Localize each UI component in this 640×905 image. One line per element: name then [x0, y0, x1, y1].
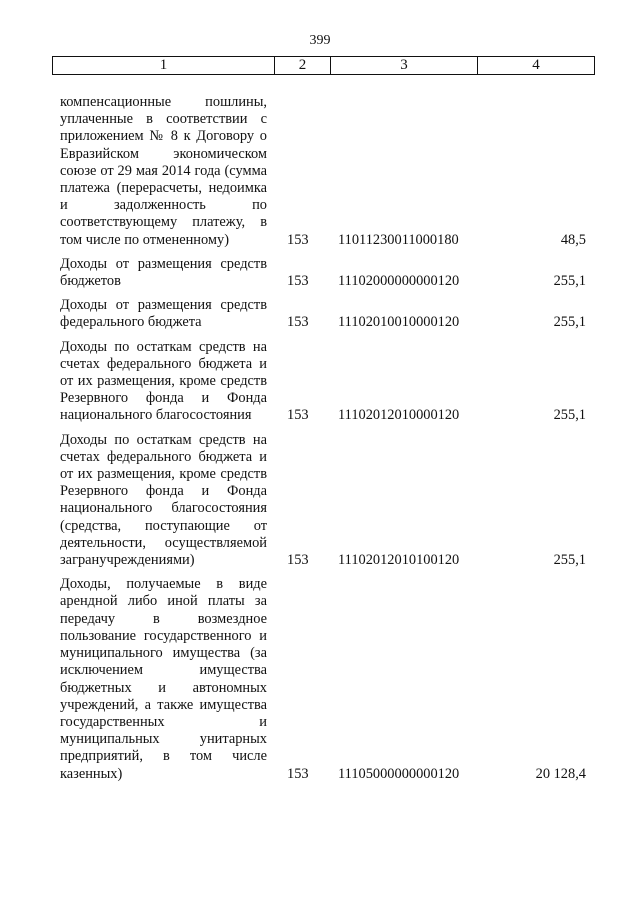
- column-header-3: 3: [331, 57, 478, 75]
- row-description: Доходы по остаткам средств на счетах федерального бюджета и от их размещения, кроме средств Резервного фонда и Фонда национального благосостояния (средства, поступающие от деятельности, осуществляемой загранучреждениями): [60, 431, 267, 569]
- row-amount: 48,5: [560, 231, 586, 248]
- row-admin-code: 153: [287, 552, 309, 569]
- revenue-table-body: [60, 94, 590, 783]
- row-classification-code: 11011230011000180: [338, 231, 459, 248]
- row-admin-code: 153: [287, 765, 309, 782]
- row-amount: 255,1: [553, 407, 586, 424]
- column-header-table: [52, 56, 595, 75]
- row-amount: 255,1: [553, 552, 586, 569]
- row-admin-code: 153: [287, 407, 309, 424]
- column-header-1: 1: [53, 57, 275, 75]
- column-header-row: [53, 57, 595, 75]
- row-description: компенсационные пошлины, уплаченные в соответствии с приложением № 8 к Договору о Евразийском экономическом союзе от 29 мая 2014 года (сумма платежа (перерасчеты, недоимка и задолженность по соответствующему платежу, в том числе по отмененному): [60, 94, 267, 248]
- row-amount: 20 128,4: [535, 765, 586, 782]
- row-description: Доходы по остаткам средств на счетах федерального бюджета и от их размещения, кроме средств Резервного фонда и Фонда национального благосостояния: [60, 338, 267, 424]
- row-admin-code: 153: [287, 231, 309, 248]
- row-classification-code: 11102012010000120: [338, 407, 460, 424]
- column-header-2: 2: [275, 57, 331, 75]
- table-row: [60, 339, 590, 425]
- table-row: [60, 432, 590, 570]
- row-amount: 255,1: [553, 273, 586, 290]
- row-amount: 255,1: [553, 314, 586, 331]
- row-classification-code: 11102012010100120: [338, 552, 460, 569]
- row-description: Доходы от размещения средств бюджетов: [60, 255, 267, 290]
- table-row: [60, 94, 590, 249]
- column-header-4: 4: [478, 57, 595, 75]
- table-row: [60, 576, 590, 782]
- row-admin-code: 153: [287, 273, 309, 290]
- row-classification-code: 11102000000000120: [338, 273, 460, 290]
- table-row: [60, 256, 590, 290]
- row-description: Доходы, получаемые в виде арендной либо иной платы за передачу в возмездное пользование государственного и муниципального имущества (за исключением имущества бюджетных и автономных учреждений, а также имущества государственных и муниципальных унитарных предприятий, в том числе казенных): [60, 576, 267, 782]
- page-number: 399: [309, 33, 331, 48]
- row-classification-code: 11105000000000120: [338, 765, 460, 782]
- table-row: [60, 297, 590, 331]
- row-admin-code: 153: [287, 314, 309, 331]
- row-classification-code: 11102010010000120: [338, 314, 460, 331]
- row-description: Доходы от размещения средств федерального бюджета: [60, 297, 267, 331]
